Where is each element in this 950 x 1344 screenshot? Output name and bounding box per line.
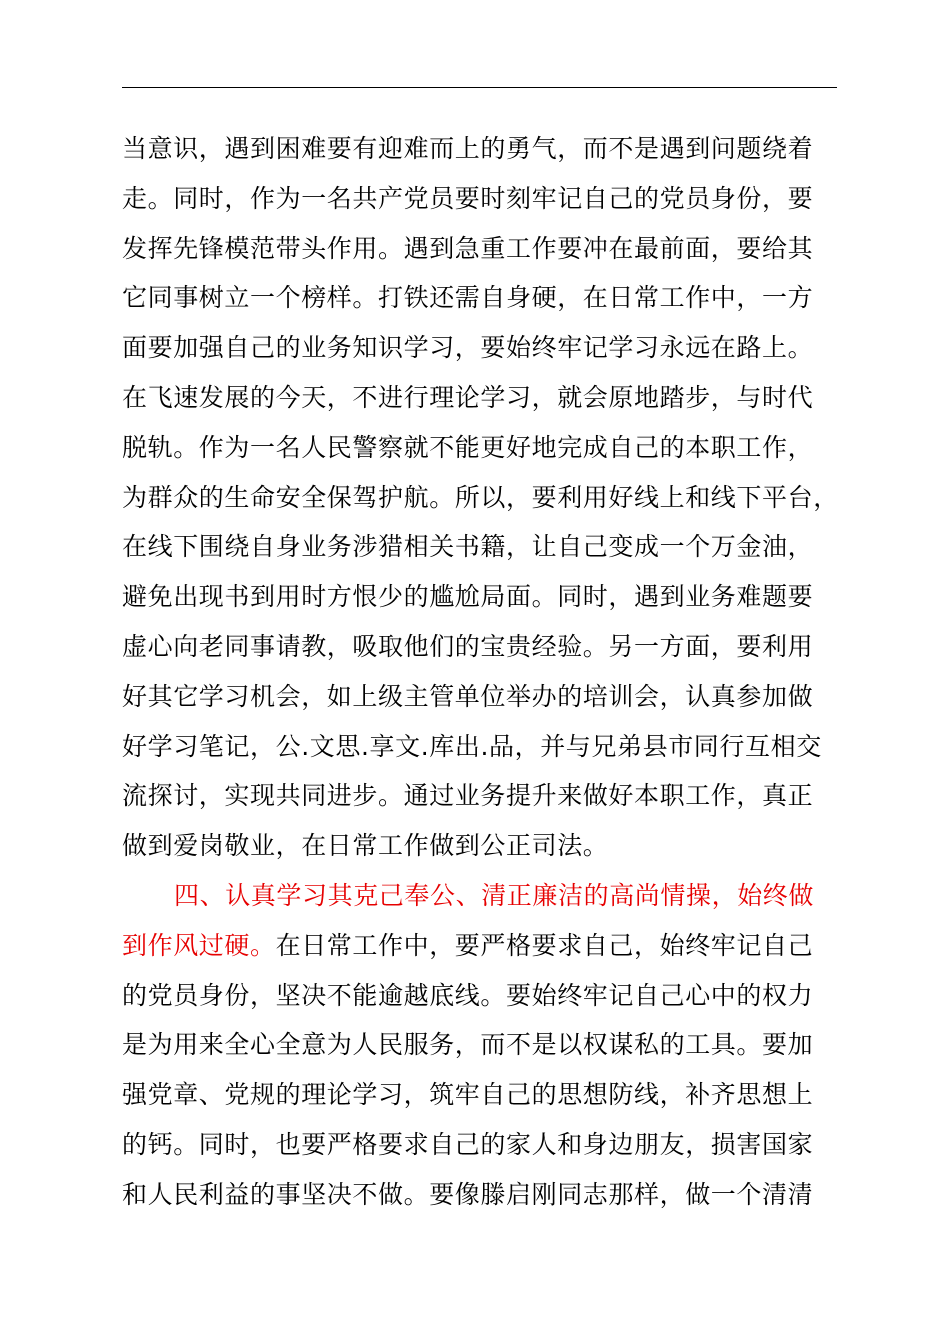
paragraph-line: 避免出现书到用时方恨少的尴尬局面。同时，遇到业务难题要 (122, 582, 814, 612)
paragraph-line: 面要加强自己的业务知识学习，要始终牢记学习永远在路上。 (122, 333, 814, 363)
paragraph-line: 在线下围绕自身业务涉猎相关书籍，让自己变成一个万金油， (122, 532, 814, 562)
header-rule (122, 87, 837, 88)
paragraph-line: 虚心向老同事请教，吸取他们的宝贵经验。另一方面，要利用 (122, 631, 814, 661)
paragraph-line: 流探讨，实现共同进步。通过业务提升来做好本职工作，真正 (122, 781, 814, 811)
paragraph-line: 它同事树立一个榜样。打铁还需自身硬，在日常工作中，一方 (122, 283, 814, 313)
section-heading-line: 四、认真学习其克己奉公、清正廉洁的高尚情操，始终做 (174, 880, 815, 910)
section-heading-continuation (122, 921, 862, 971)
paragraph-line: 在飞速发展的今天，不进行理论学习，就会原地踏步，与时代 (122, 382, 814, 412)
paragraph-line: 脱轨。作为一名人民警察就不能更好地完成自己的本职工作， (122, 432, 814, 462)
paragraph-line: 走。同时，作为一名共产党员要时刻牢记自己的党员身份，要 (122, 183, 814, 213)
paragraph-line: 的钙。同时，也要严格要求自己的家人和身边朋友，损害国家 (122, 1129, 814, 1159)
paragraph-line: 的党员身份，坚决不能逾越底线。要始终牢记自己心中的权力 (122, 980, 814, 1010)
paragraph-line: 为群众的生命安全保驾护航。所以，要利用好线上和线下平台， (122, 482, 839, 512)
paragraph-line: 好其它学习机会，如上级主管单位举办的培训会，认真参加做 (122, 681, 814, 711)
section-heading-end: 到作风过硬。 (122, 930, 276, 960)
section-body-start: 在日常工作中，要严格要求自己，始终牢记自己 (275, 930, 814, 960)
paragraph-line: 强党章、党规的理论学习，筑牢自己的思想防线，补齐思想上 (122, 1080, 814, 1110)
paragraph-line: 做到爱岗敬业，在日常工作做到公正司法。 (122, 831, 609, 861)
paragraph-line: 发挥先锋模范带头作用。遇到急重工作要冲在最前面，要给其 (122, 233, 814, 263)
paragraph-line: 当意识，遇到困难要有迎难而上的勇气，而不是遇到问题绕着 (122, 134, 814, 163)
paragraph-line: 好学习笔记，公.文思.享文.库出.品，并与兄弟县市同行互相交 (122, 731, 822, 761)
body-text (122, 124, 862, 1220)
paragraph-line: 和人民利益的事坚决不做。要像滕启刚同志那样，做一个清清 (122, 1179, 814, 1209)
paragraph-line: 是为用来全心全意为人民服务，而不是以权谋私的工具。要加 (122, 1030, 814, 1060)
